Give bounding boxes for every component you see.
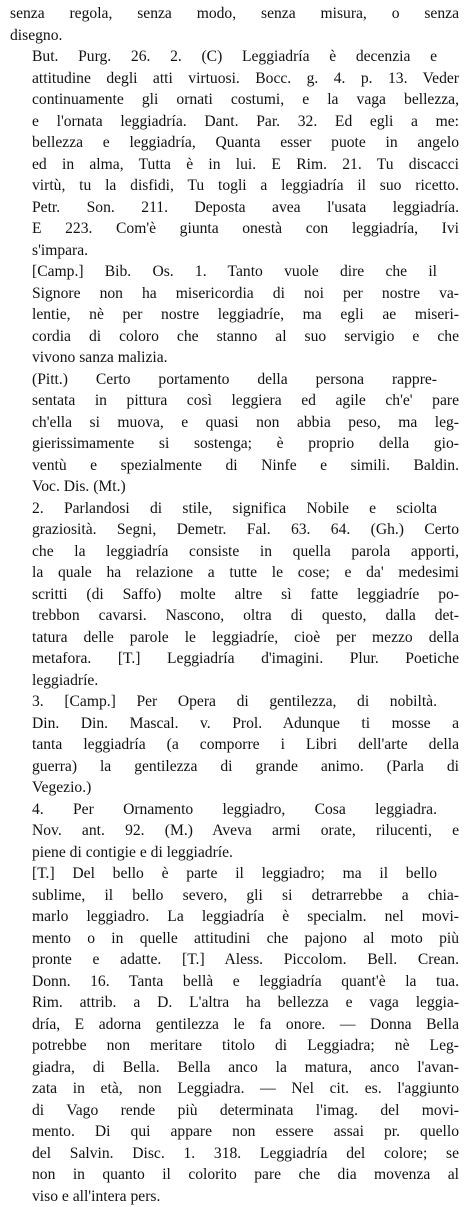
text-line: e l'ornata leggiadría. Dant. Par. 32. Ed egli a me:: [10, 111, 459, 133]
entry-paragraph: [10, 3, 459, 46]
text-line: ventù e spezialmente di Ninfe e simili. Baldin.: [10, 455, 459, 477]
text-line: sublime, il bello severo, gli si detrarrebbe a chia-: [10, 885, 459, 907]
text-line: sentata in pittura così leggiera ed agile ch'e' pare: [10, 390, 459, 412]
text-line: viso e all'intera pers.: [10, 1186, 459, 1207]
text-line: potrebbe non meritare titolo di Leggiadra; nè Leg-: [10, 1035, 459, 1057]
text-line: la quale ha relazione a tutte le cose; e da' medesimi: [10, 562, 459, 584]
text-line: tanta leggiadría (a comporre i Libri dell'arte della: [10, 734, 459, 756]
text-line: continuamente gli ornati costumi, e la vaga bellezza,: [10, 89, 459, 111]
entry-paragraph: [10, 498, 459, 692]
text-line: mento. Di qui appare non essere assai pr. quello: [10, 1121, 459, 1143]
text-line: lentie, nè per nostre leggiadríe, ma egli ae miseri-: [10, 304, 459, 326]
text-line: ch'ella si muova, e quasi non abbia peso, ma leg-: [10, 412, 459, 434]
text-line: Voc. Dis. (Mt.): [10, 476, 459, 498]
text-line: scritti (di Saffo) molte altre sì fatte leggiadríe po-: [10, 584, 459, 606]
text-line: dría, E adorna gentilezza le fa onore. — Donna Bella: [10, 1014, 459, 1036]
text-line: Petr. Son. 211. Deposta avea l'usata leggiadría.: [10, 197, 459, 219]
text-line: (Pitt.) Certo portamento della persona rappre-: [10, 369, 459, 391]
text-line: trebbon cavarsi. Nascono, oltra di questo, dalla det-: [10, 605, 459, 627]
text-line: [Camp.] Bib. Os. 1. Tanto vuole dire che il: [10, 261, 459, 283]
text-line: 3. [Camp.] Per Opera di gentilezza, di nobiltà.: [10, 691, 459, 713]
text-line: ed in alma, Tutta è in lui. E Rim. 21. Tu discacci: [10, 154, 459, 176]
entry-paragraph: [10, 799, 459, 864]
text-line: Rim. attrib. a D. L'altra ha bellezza e vaga leggia-: [10, 992, 459, 1014]
text-line: tatura delle parole le leggiadríe, cioè per mezzo della: [10, 627, 459, 649]
text-line: Vegezio.): [10, 777, 459, 799]
entry-paragraph: [10, 369, 459, 498]
text-line: zata in età, non Leggiadra. — Nel cit. es. l'aggiunto: [10, 1078, 459, 1100]
text-line: vivono sanza malizia.: [10, 347, 459, 369]
text-line: cordia di coloro che stanno al suo servigio e che: [10, 326, 459, 348]
text-line: gierissimamente si sostenga; è proprio della gio-: [10, 433, 459, 455]
text-line: di Vago rende più determinata l'imag. del movi-: [10, 1100, 459, 1122]
text-line: virtù, tu la disfidi, Tu togli a leggiadría il suo ricetto.: [10, 175, 459, 197]
text-line: [T.] Del bello è parte il leggiadro; ma il bello: [10, 863, 459, 885]
entry-paragraph: [10, 261, 459, 369]
text-line: disegno.: [10, 25, 459, 47]
text-line: s'impara.: [10, 240, 459, 262]
text-line: Signore non ha misericordia di noi per nostre va-: [10, 283, 459, 305]
text-line: leggiadríe.: [10, 670, 459, 692]
text-line: Donn. 16. Tanta bellà e leggiadría quant'è la tua.: [10, 971, 459, 993]
text-line: Din. Din. Mascal. v. Prol. Adunque ti mosse a: [10, 713, 459, 735]
text-line: Nov. ant. 92. (M.) Aveva armi orate, rilucenti, e: [10, 820, 459, 842]
text-line: senza regola, senza modo, senza misura, o senza: [10, 3, 459, 25]
text-line: attitudine degli atti virtuosi. Bocc. g. 4. p. 13. Veder: [10, 68, 459, 90]
text-line: non in quanto il colorito pare che dia movenza al: [10, 1164, 459, 1186]
text-line: piene di contigie e di leggiadríe.: [10, 842, 459, 864]
text-line: marlo leggiadro. La leggiadría è specialm. nel movi-: [10, 906, 459, 928]
entry-paragraph: [10, 691, 459, 799]
text-line: pronte e adatte. [T.] Aless. Piccolom. Bell. Crean.: [10, 949, 459, 971]
text-line: E 223. Com'è giunta onestà con leggiadría, Ivi: [10, 218, 459, 240]
text-line: bellezza e leggiadría, Quanta esser puote in angelo: [10, 132, 459, 154]
text-line: 4. Per Ornamento leggiadro, Cosa leggiadra.: [10, 799, 459, 821]
entry-paragraph: [10, 46, 459, 261]
text-line: del Salvin. Disc. 1. 318. Leggiadría del colore; se: [10, 1143, 459, 1165]
text-line: giadra, di Bella. Bella anco la matura, anco l'avan-: [10, 1057, 459, 1079]
text-line: guerra) la gentilezza di grande animo. (Parla di: [10, 756, 459, 778]
text-line: che la leggiadría consiste in quella parola apporti,: [10, 541, 459, 563]
text-line: But. Purg. 26. 2. (C) Leggiadría è decenzia e: [10, 46, 459, 68]
text-line: 2. Parlandosi di stile, significa Nobile e sciolta: [10, 498, 459, 520]
entry-paragraph: [10, 863, 459, 1207]
text-line: mento o in quelle attitudini che pajono al moto più: [10, 928, 459, 950]
text-line: metafora. [T.] Leggiadría d'imagini. Plur. Poetiche: [10, 648, 459, 670]
text-line: graziosità. Segni, Demetr. Fal. 63. 64. (Gh.) Certo: [10, 519, 459, 541]
